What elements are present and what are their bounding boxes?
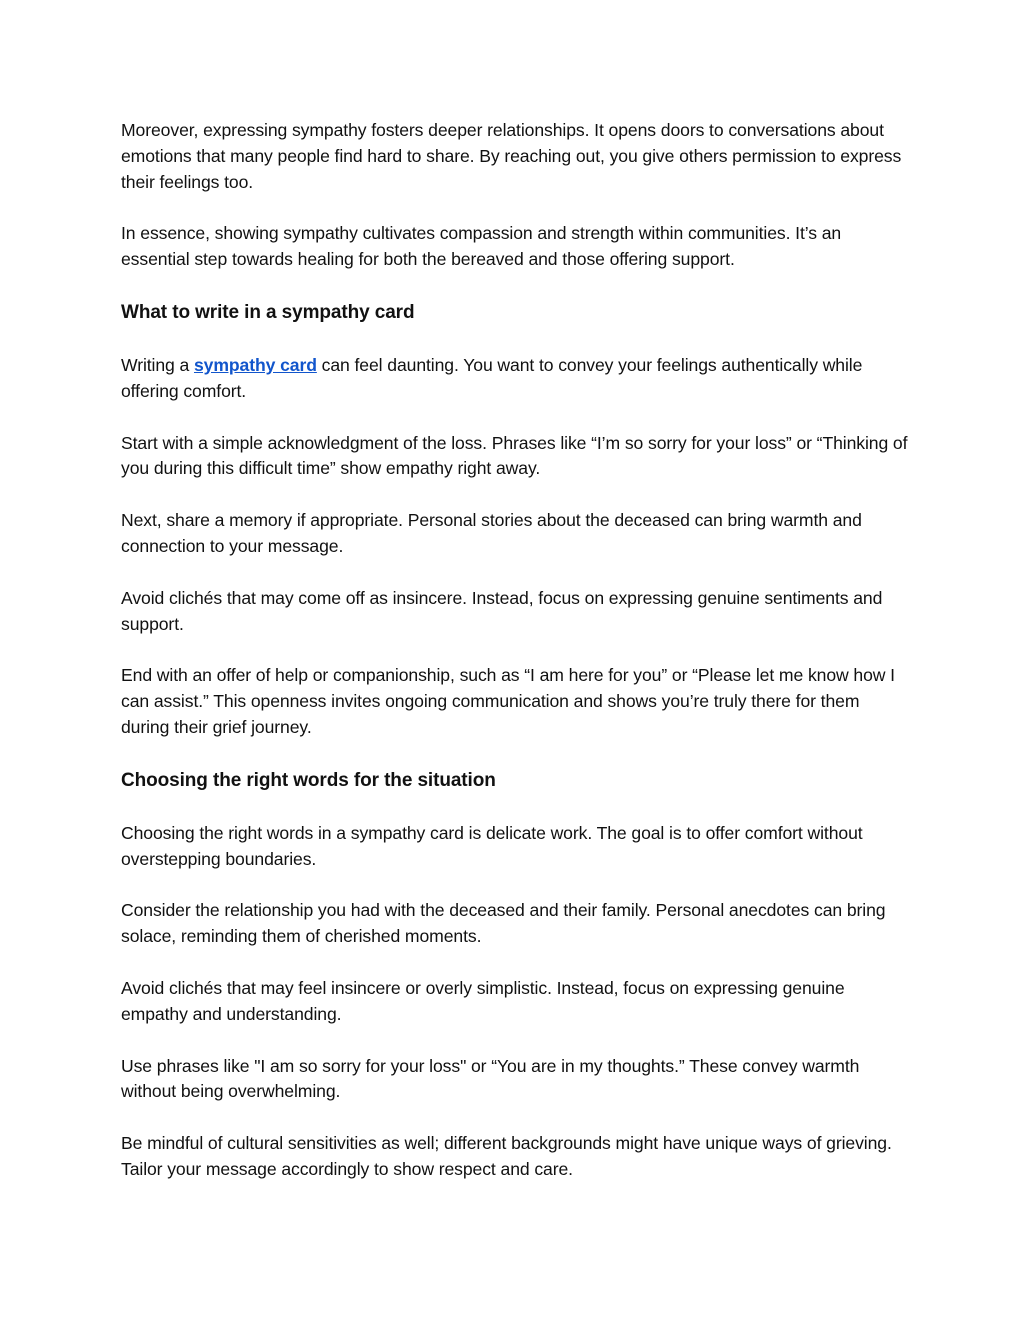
paragraph: End with an offer of help or companionship, such as “I am here for you” or “Please let me know how I can assist.” This openness invites ongoing communication and shows you’re truly there for them during their grief journey. bbox=[121, 665, 895, 737]
paragraph: Avoid clichés that may feel insincere or overly simplistic. Instead, focus on expressing genuine empathy and understanding. bbox=[121, 977, 845, 1024]
paragraph-text: can feel daunting. You want to convey your feelings authentically while offering comfort. bbox=[121, 354, 863, 401]
paragraph: In essence, showing sympathy cultivates compassion and strength within communities. It’s an essential step towards healing for both the bereaved and those offering support. bbox=[121, 223, 842, 270]
paragraph: Avoid clichés that may come off as insincere. Instead, focus on expressing genuine sentiments and support. bbox=[121, 587, 883, 634]
paragraph: Consider the relationship you had with the deceased and their family. Personal anecdotes can bring solace, reminding them of cherished moments. bbox=[121, 900, 886, 947]
section-heading-what-to-write: What to write in a sympathy card bbox=[121, 301, 415, 323]
document-page bbox=[121, 118, 911, 1209]
paragraph: Be mindful of cultural sensitivities as well; different backgrounds might have unique ways of grieving. Tailor your message accordingly to show respect and care. bbox=[121, 1133, 892, 1179]
paragraph: Start with a simple acknowledgment of the loss. Phrases like “I’m so sorry for your loss” or “Thinking of you during this difficult time” show empathy right away. bbox=[121, 432, 908, 479]
sympathy-card-link[interactable]: sympathy card bbox=[193, 354, 317, 375]
paragraph: Choosing the right words in a sympathy card is delicate work. The goal is to offer comfort without overstepping boundaries. bbox=[121, 822, 863, 869]
paragraph-with-link bbox=[121, 353, 911, 405]
paragraph: Next, share a memory if appropriate. Personal stories about the deceased can bring warmth and connection to your message. bbox=[121, 510, 862, 556]
section-heading-choosing-words: Choosing the right words for the situation bbox=[121, 769, 496, 791]
paragraph-text: Writing a bbox=[121, 354, 194, 375]
paragraph: Moreover, expressing sympathy fosters deeper relationships. It opens doors to conversations about emotions that many people find hard to share. By reaching out, you give others permission to express their feelings too. bbox=[121, 120, 902, 192]
paragraph: Use phrases like "I am so sorry for your loss" or “You are in my thoughts.” These convey warmth without being overwhelming. bbox=[121, 1055, 860, 1102]
